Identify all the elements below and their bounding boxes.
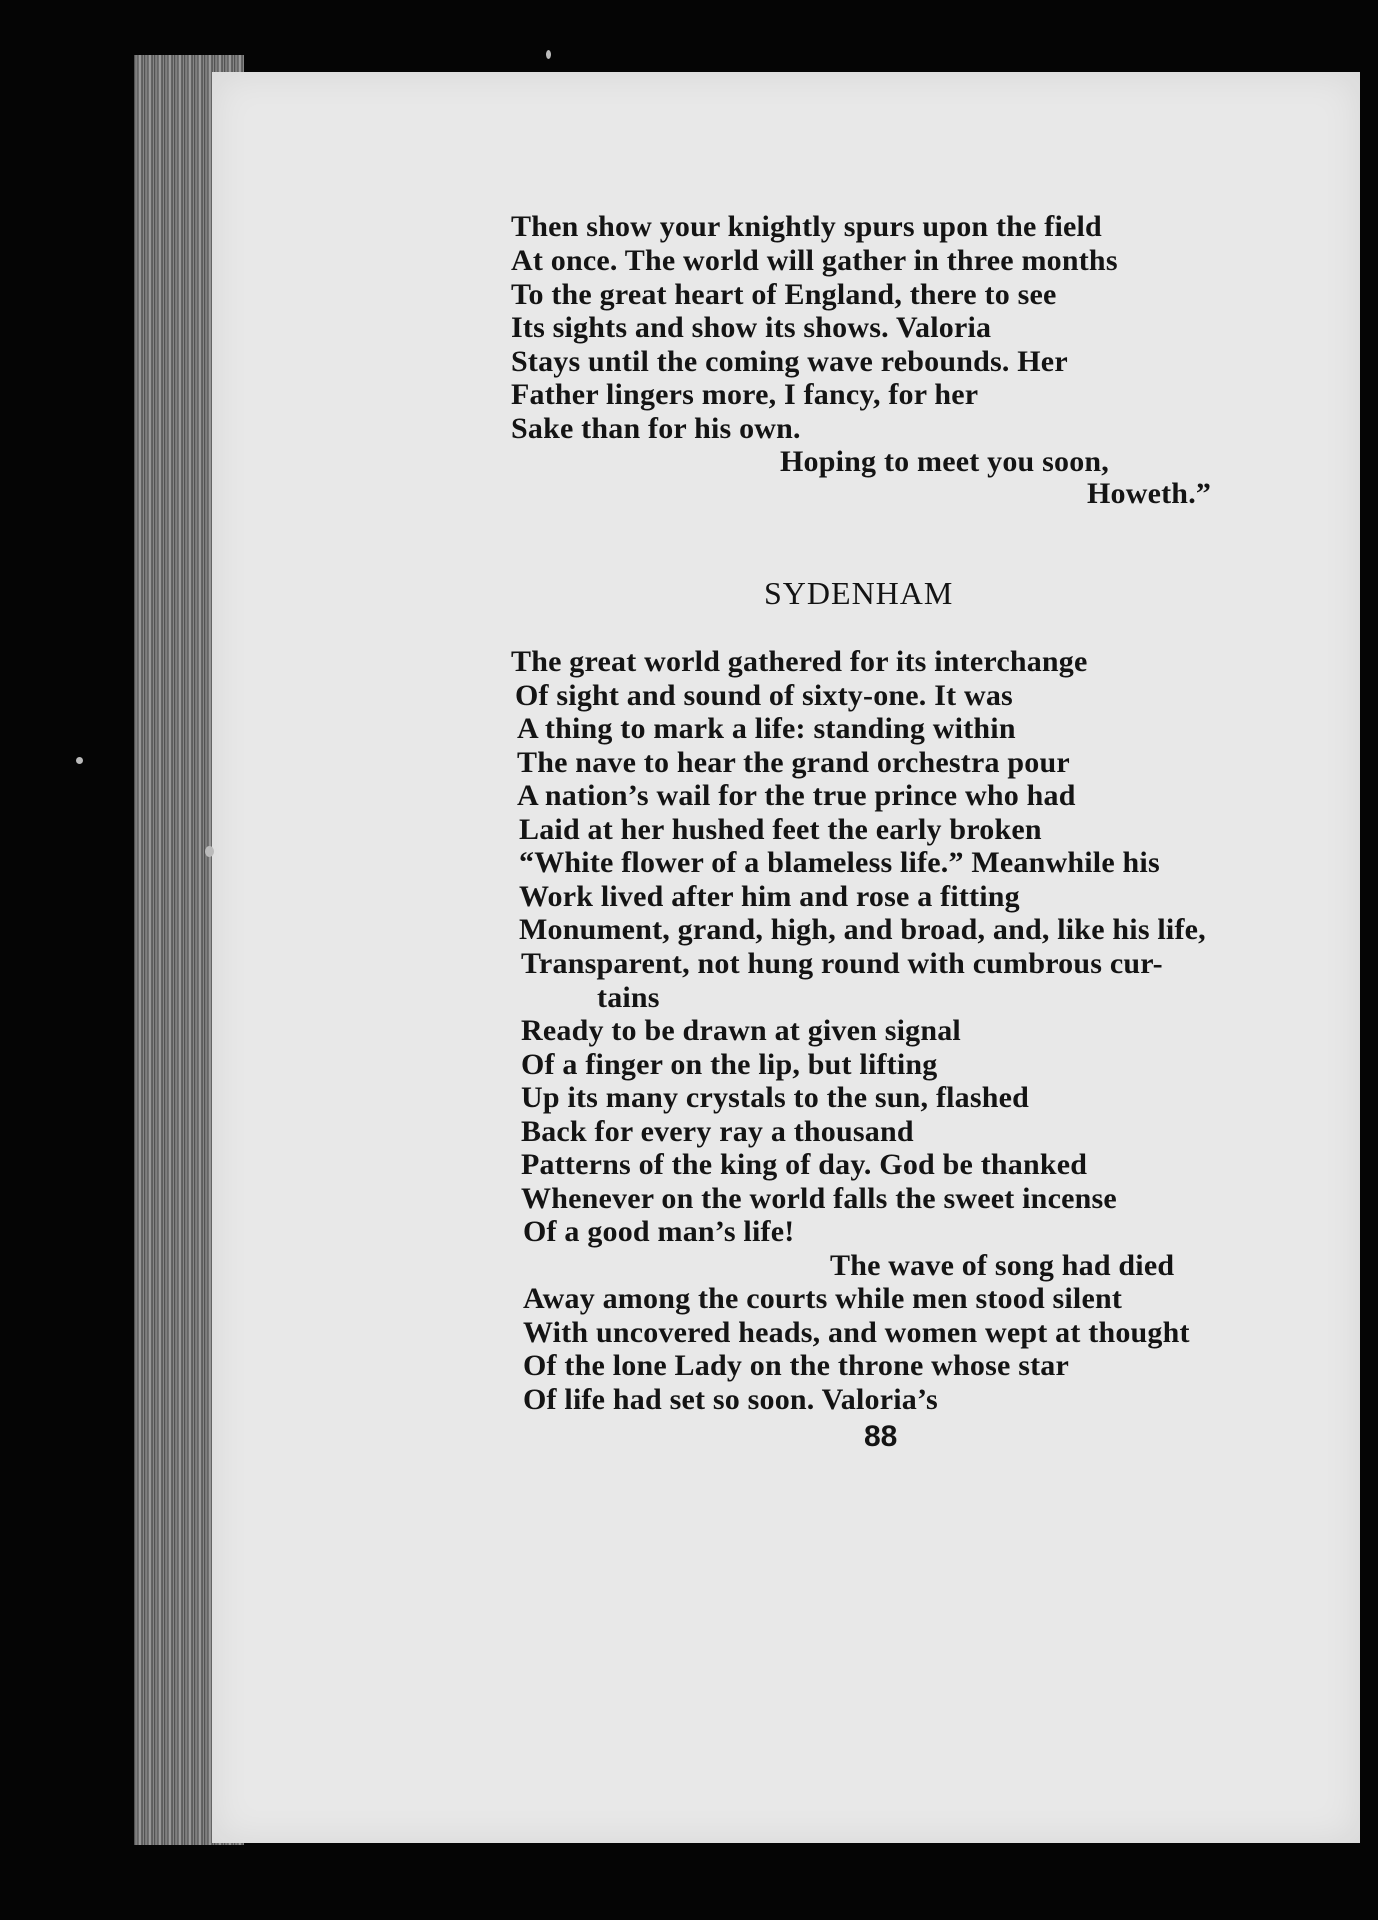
poem-line: Whenever on the world falls the sweet incense [521, 1182, 1117, 1215]
letter-signature: Howeth.” [1087, 477, 1212, 510]
poem-line: Of the lone Lady on the throne whose star [523, 1349, 1069, 1382]
letter-line: Its sights and show its shows. Valoria [511, 311, 992, 344]
letter-closing: Hoping to meet you soon, [780, 445, 1109, 478]
poem-line: Laid at her hushed feet the early broken [519, 813, 1042, 846]
poem-line: Back for every ray a thousand [521, 1115, 914, 1148]
section-title: SYDENHAM [764, 575, 954, 611]
dust-speck [205, 846, 214, 857]
poem-line: “White flower of a blameless life.” Meanwhile his [519, 846, 1160, 879]
poem-line: The great world gathered for its interchange [511, 645, 1088, 678]
letter-line: Father lingers more, I fancy, for her [511, 378, 979, 411]
poem-line: Of life had set so soon. Valoria’s [523, 1383, 938, 1416]
poem-line: Of a finger on the lip, but lifting [521, 1048, 938, 1081]
poem-line: Of a good man’s life! [523, 1215, 795, 1248]
letter-line: Sake than for his own. [511, 412, 801, 445]
poem-line: Patterns of the king of day. God be thanked [521, 1148, 1088, 1181]
poem-line: The wave of song had died [830, 1249, 1175, 1282]
poem-line: With uncovered heads, and women wept at thought [523, 1316, 1190, 1349]
poem-line: Up its many crystals to the sun, flashed [521, 1081, 1030, 1114]
poem-line: tains [597, 981, 660, 1014]
dust-speck [76, 757, 83, 764]
poem-line: A nation’s wail for the true prince who had [517, 779, 1076, 812]
poem-line: Transparent, not hung round with cumbrous cur- [521, 947, 1163, 980]
letter-line: Stays until the coming wave rebounds. Her [511, 345, 1068, 378]
letter-line: Then show your knightly spurs upon the field [511, 210, 1102, 243]
poem-line: Work lived after him and rose a fitting [519, 880, 1020, 913]
poem-line: The nave to hear the grand orchestra pour [517, 746, 1070, 779]
page-number: 88 [864, 1420, 898, 1453]
poem-line: Away among the courts while men stood silent [523, 1282, 1123, 1315]
poem-line: Of sight and sound of sixty-one. It was [515, 679, 1013, 712]
dust-speck [546, 50, 551, 59]
letter-line: To the great heart of England, there to see [511, 278, 1057, 311]
poem-line: A thing to mark a life: standing within [517, 712, 1016, 745]
letter-line: At once. The world will gather in three months [511, 244, 1118, 277]
poem-line: Monument, grand, high, and broad, and, like his life, [519, 913, 1206, 946]
poem-line: Ready to be drawn at given signal [521, 1014, 961, 1047]
